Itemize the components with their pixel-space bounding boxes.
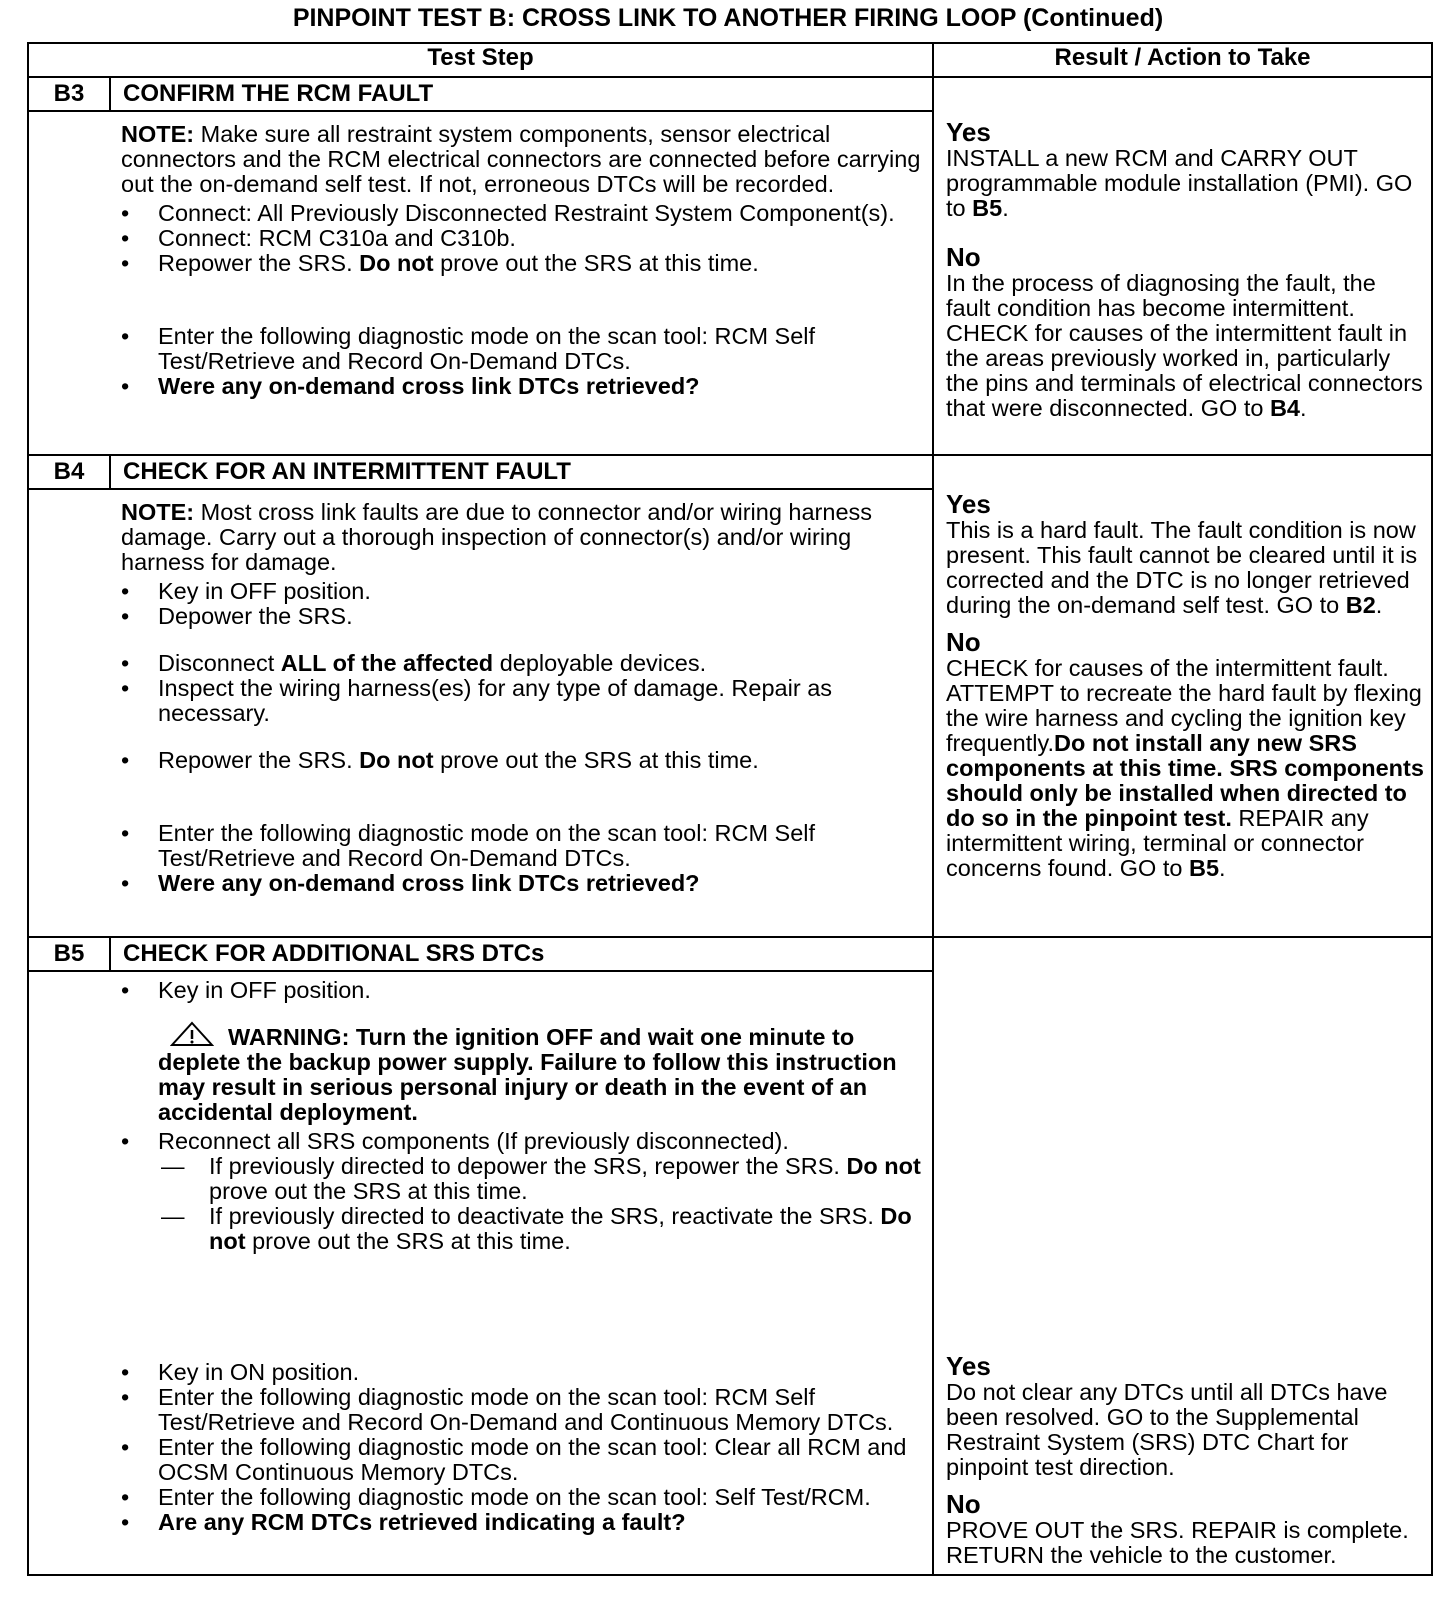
step-b3-title-row — [28, 77, 1432, 111]
note-label: NOTE: — [121, 121, 195, 147]
step-b5-body — [28, 971, 933, 1575]
list-item: • Enter the following diagnostic mode on the scan tool: RCM Self Test/Retrieve and Record On-Demand DTCs. — [121, 324, 922, 374]
list-item: • Enter the following diagnostic mode on the scan tool: Self Test/RCM. — [121, 1485, 922, 1510]
yes-text: INSTALL a new RCM and CARRY OUT programmable module installation (PMI). GO to — [946, 145, 1413, 221]
list-item: • Were any on-demand cross link DTCs retrieved? — [121, 374, 922, 399]
yes-goto: B2 — [1345, 592, 1376, 618]
no-label: No — [946, 627, 981, 657]
list-item: • Connect: All Previously Disconnected Restraint System Component(s). — [121, 201, 922, 226]
step-title: CHECK FOR AN INTERMITTENT FAULT — [110, 455, 933, 489]
list-item: • Were any on-demand cross link DTCs retrieved? — [121, 871, 922, 896]
step-b4-result: Yes This is a hard fault. The fault condition is now present. This fault cannot be cleared until it is corrected and the DTC is no longer retrieved during the on-demand self test. GO to B2. No CHECK for causes of the intermittent fault. ATTEMPT to recreate the hard fault by flexing the wire harness and cycling the ignition key frequently.Do not install any new SRS components at this time. SRS components should only be installed when directed to do so in the pinpoint test. REPAIR any intermittent wiring, terminal or connector concerns found. GO to B5. — [933, 455, 1432, 937]
list-item: • Key in OFF position. — [121, 579, 922, 604]
step-id: B5 — [28, 937, 110, 971]
list-item: • Enter the following diagnostic mode on the scan tool: RCM Self Test/Retrieve and Record On-Demand and Continuous Memory DTCs. — [121, 1385, 922, 1435]
list-item: • Enter the following diagnostic mode on the scan tool: RCM Self Test/Retrieve and Record On-Demand DTCs. — [121, 821, 922, 871]
yes-label: Yes — [946, 489, 991, 519]
step-title: CONFIRM THE RCM FAULT — [110, 77, 933, 111]
step-b5-result — [933, 937, 1432, 1575]
step-b3-body — [28, 111, 933, 455]
step-id: B3 — [28, 77, 110, 111]
sub-list-item: — If previously directed to deactivate the SRS, reactivate the SRS. Do not prove out the SRS at this time. — [121, 1204, 922, 1254]
no-goto: B5 — [1188, 855, 1220, 881]
list-item: • Repower the SRS. Do not prove out the SRS at this time. — [121, 251, 922, 276]
step-id: B4 — [28, 455, 110, 489]
pinpoint-test-table — [27, 42, 1433, 1576]
no-text-2: REPAIR any intermittent wiring, terminal or connector concerns found. GO to — [946, 805, 1369, 881]
no-label: No — [946, 1489, 981, 1519]
page-title: PINPOINT TEST B: CROSS LINK TO ANOTHER FIRING LOOP (Continued) — [292, 4, 1164, 32]
no-goto: B4 — [1269, 395, 1300, 421]
warning-text: WARNING: Turn the ignition OFF and wait one minute to deplete the backup power supply. Failure to follow this instruction may result in serious personal injury or death in the event of an accidental deployment. — [158, 1024, 897, 1125]
step-b4-body — [28, 489, 933, 937]
list-item: • Reconnect all SRS components (If previously disconnected). — [121, 1129, 922, 1154]
yes-label: Yes — [946, 1351, 991, 1381]
list-item: • Key in ON position. — [121, 1360, 922, 1385]
list-item: • Connect: RCM C310a and C310b. — [121, 226, 922, 251]
list-item: • Enter the following diagnostic mode on the scan tool: Clear all RCM and OCSM Continuous Memory DTCs. — [121, 1435, 922, 1485]
no-text: In the process of diagnosing the fault, the fault condition has become intermittent. CHECK for causes of the intermittent fault in the areas previously worked in, particularly the pins and terminals of electrical connectors that were disconnected. GO to — [946, 270, 1423, 421]
yes-goto: B5 — [972, 195, 1003, 221]
step-b3-result: Yes INSTALL a new RCM and CARRY OUT programmable module installation (PMI). GO to B5. No In the process of diagnosing the fault, the fault condition has become intermittent. CHECK for causes of the intermittent fault in the areas previously worked in, particularly the pins and terminals of electrical connectors that were disconnected. GO to B4. — [933, 77, 1432, 455]
list-item: • Repower the SRS. Do not prove out the SRS at this time. — [121, 748, 922, 773]
header-row — [28, 43, 1432, 77]
no-bold-text: Do not install any new SRS components at this time. SRS components should only be installed when directed to do so in the pinpoint test. — [946, 730, 1424, 831]
yes-label: Yes — [946, 117, 991, 147]
step-title: CHECK FOR ADDITIONAL SRS DTCs — [110, 937, 933, 971]
test-step-header: Test Step — [28, 43, 933, 77]
list-item: • Depower the SRS. — [121, 604, 922, 629]
list-item: • Disconnect ALL of the affected deployable devices. — [121, 651, 922, 676]
note-text: Most cross link faults are due to connector and/or wiring harness damage. Carry out a thorough inspection of connector(s) and/or wiring harness for damage. — [121, 499, 873, 575]
warning-block — [121, 1021, 922, 1125]
list-item: • Key in OFF position. — [121, 978, 922, 1003]
step-b4-title-row — [28, 455, 1432, 489]
sub-list-item: — If previously directed to depower the SRS, repower the SRS. Do not prove out the SRS at this time. — [121, 1154, 922, 1204]
result-header: Result / Action to Take — [933, 43, 1432, 77]
step-b5-title-row — [28, 937, 1432, 971]
no-text: PROVE OUT the SRS. REPAIR is complete. RETURN the vehicle to the customer. — [946, 1517, 1409, 1568]
no-text: CHECK for causes of the intermittent fault. ATTEMPT to recreate the hard fault by flexing the wire harness and cycling the ignition key frequently. — [946, 655, 1422, 756]
yes-text: Do not clear any DTCs until all DTCs have been resolved. GO to the Supplemental Restraint System (SRS) DTC Chart for pinpoint test direction. — [946, 1379, 1388, 1480]
note-label: NOTE: — [121, 499, 195, 525]
no-label: No — [946, 242, 981, 272]
warning-icon — [170, 1021, 214, 1047]
note-text: Make sure all restraint system components, sensor electrical connectors and the RCM electrical connectors are connected before carrying out the on-demand self test. If not, erroneous DTCs will be recorded. — [121, 121, 921, 197]
list-item: • Inspect the wiring harness(es) for any type of damage. Repair as necessary. — [121, 676, 922, 726]
yes-text: This is a hard fault. The fault condition is now present. This fault cannot be cleared until it is corrected and the DTC is no longer retrieved during the on-demand self test. GO to — [946, 517, 1418, 618]
list-item: • Are any RCM DTCs retrieved indicating a fault? — [121, 1510, 922, 1535]
